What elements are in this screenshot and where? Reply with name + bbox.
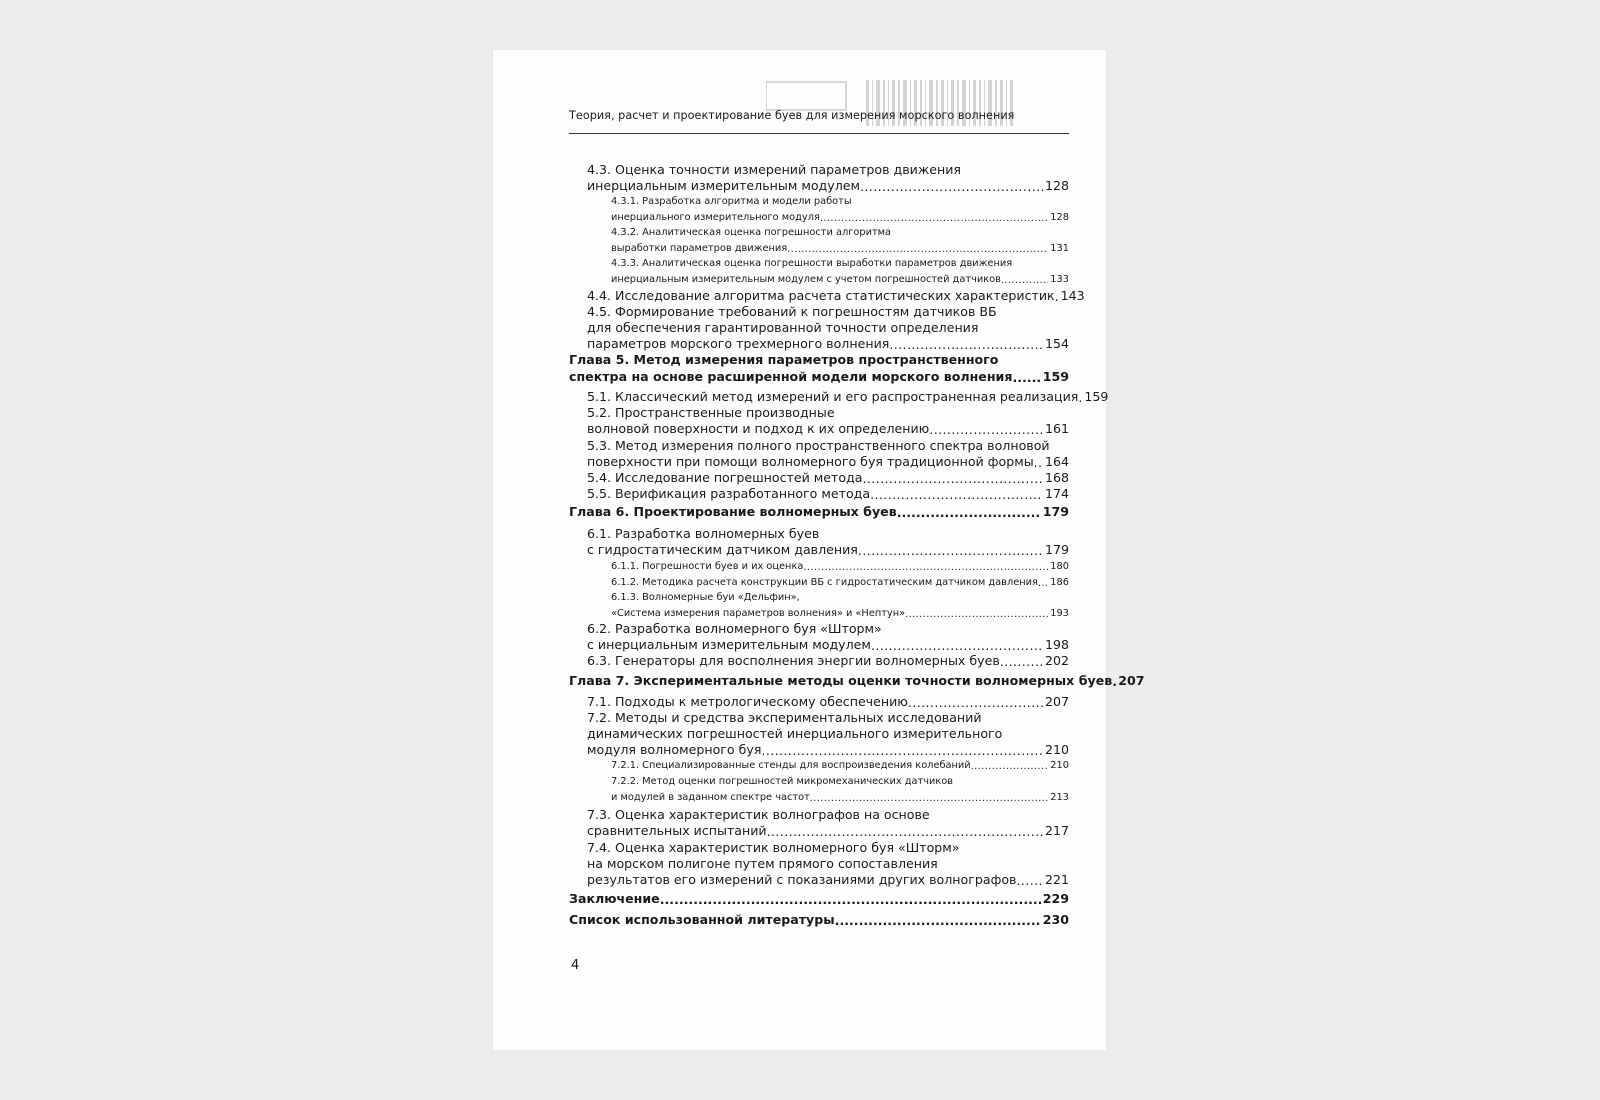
- toc-entry-line: [587, 710, 982, 726]
- toc-entry-line: [587, 653, 1069, 669]
- toc-entry-line: [587, 288, 1085, 304]
- toc-entry-title: 7.2. Методы и средства экспериментальных исследований: [587, 710, 982, 725]
- toc-page-number: 198: [1044, 637, 1069, 653]
- toc-entry-line: [587, 470, 1069, 486]
- toc-entry-title: 7.3. Оценка характеристик волнографов на основе: [587, 807, 930, 822]
- toc-page-number: 161: [1044, 421, 1069, 437]
- toc-entry-line: [569, 352, 998, 368]
- toc-page-number: 180: [1050, 561, 1069, 572]
- toc-leader-dots: [871, 639, 1043, 653]
- toc-entry-line: [587, 304, 997, 320]
- toc-page-number: 128: [1044, 178, 1069, 194]
- toc-entry-line: [611, 241, 1069, 257]
- toc-page-number: 217: [1044, 823, 1069, 839]
- toc-page-number: 213: [1050, 791, 1069, 803]
- toc-leader-dots: [1000, 655, 1043, 669]
- toc-page-number: 131: [1050, 242, 1069, 254]
- toc-entry-line: [587, 389, 1109, 405]
- toc-entry-line: [611, 559, 1069, 575]
- toc-entry-line: [611, 758, 1069, 774]
- toc-page-number: 207: [1044, 694, 1069, 709]
- toc-entry-title: результатов его измерений с показаниями других волнографов: [587, 872, 1017, 888]
- toc-page-number: 159: [1042, 368, 1069, 384]
- toc-entry-line: [587, 840, 959, 856]
- toc-leader-dots: [860, 180, 1043, 194]
- toc-entry-title: 5.4. Исследование погрешностей метода: [587, 470, 863, 485]
- toc-entry-title: 7.1. Подходы к метрологическому обеспечению: [587, 694, 908, 709]
- page-number: 4: [571, 958, 580, 973]
- toc-entry-line: [587, 742, 1069, 758]
- toc-entry-title: 6.1.3. Волномерные буи «Дельфин»,: [611, 592, 800, 603]
- toc-page-number: 179: [1042, 504, 1069, 519]
- header-rule: [569, 133, 1069, 134]
- toc-page-number: 202: [1044, 653, 1069, 668]
- toc-entry-title: выработки параметров движения: [611, 242, 788, 254]
- toc-page-number: 207: [1118, 673, 1145, 688]
- toc-entry-line: [587, 405, 835, 421]
- toc-entry-title: для обеспечения гарантированной точности определения: [587, 320, 979, 336]
- toc-entry-line: [587, 454, 1069, 470]
- toc-entry-title: сравнительных испытаний: [587, 823, 767, 839]
- toc-leader-dots: [908, 696, 1043, 710]
- toc-leader-dots: [767, 825, 1043, 839]
- toc-entry-title: с инерциальным измерительным модулем: [587, 637, 871, 653]
- toc-leader-dots: [810, 792, 1049, 806]
- toc-entry-line: [587, 486, 1069, 502]
- toc-entry-line: [569, 369, 1069, 385]
- toc-page-number: 193: [1050, 607, 1069, 619]
- toc-entry-line: [587, 438, 1050, 454]
- toc-leader-dots: [660, 893, 1041, 907]
- toc-entry-line: [611, 774, 953, 790]
- toc-leader-dots: [1016, 874, 1042, 888]
- toc-page-number: 186: [1050, 577, 1069, 588]
- toc-entry-line: [611, 194, 852, 210]
- toc-leader-dots: [1034, 456, 1043, 470]
- book-page: [493, 50, 1145, 1050]
- toc-leader-dots: [761, 744, 1043, 758]
- toc-leader-dots: [905, 608, 1048, 622]
- toc-entry-title: 7.4. Оценка характеристик волномерного буя «Шторм»: [587, 840, 960, 855]
- toc-entry-title: 5.2. Пространственные производные: [587, 405, 835, 420]
- toc-entry-title: инерциального измерительного модуля: [611, 211, 820, 223]
- toc-leader-dots: [835, 914, 1041, 928]
- toc-entry-title: 6.3. Генераторы для восполнения энергии волномерных буев: [587, 653, 1000, 668]
- toc-entry-title: спектра на основе расширенной модели морского волнения: [569, 368, 1013, 384]
- toc-entry-title: 5.3. Метод измерения полного пространственного спектра волновой: [587, 438, 1050, 453]
- toc-page-number: 168: [1044, 470, 1069, 485]
- running-header: Теория, расчет и проектирование буев для измерения морского волнения: [569, 109, 1015, 122]
- toc-entry-title: 4.3.3. Аналитическая оценка погрешности выработки параметров движения: [611, 258, 1013, 269]
- toc-entry-line: [587, 178, 1069, 194]
- toc-page-number: 210: [1044, 742, 1069, 758]
- toc-entry-title: на морском полигоне путем прямого сопоставления: [587, 856, 938, 872]
- toc-entry-title: 6.1. Разработка волномерных буев: [587, 526, 820, 541]
- toc-entry-line: [587, 807, 930, 823]
- toc-page-number: 229: [1042, 891, 1069, 906]
- toc-page-number: 164: [1044, 454, 1069, 470]
- toc-entry-line: [611, 790, 1069, 806]
- toc-entry-line: [611, 225, 891, 241]
- toc-entry-title: 6.1.2. Методика расчета конструкции ВБ с гидростатическим датчиком давления: [611, 577, 1038, 588]
- toc-entry-line: [587, 726, 1002, 742]
- toc-entry-title: 4.5. Формирование требований к погрешностям датчиков ВБ: [587, 304, 997, 319]
- toc-entry-line: [587, 872, 1069, 888]
- toc-entry-line: [611, 272, 1069, 288]
- toc-page-number: 133: [1050, 273, 1069, 285]
- toc-leader-dots: [889, 338, 1043, 352]
- toc-entry-title: и модулей в заданном спектре частот: [611, 791, 810, 803]
- toc-leader-dots: [929, 423, 1043, 437]
- toc-leader-dots: [971, 760, 1049, 774]
- toc-entry-title: 4.3. Оценка точности измерений параметров движения: [587, 162, 961, 177]
- toc-entry-title: 4.3.2. Аналитическая оценка погрешности алгоритма: [611, 227, 892, 238]
- toc-leader-dots: [863, 472, 1043, 486]
- toc-entry-title: 6.2. Разработка волномерного буя «Шторм»: [587, 621, 882, 636]
- toc-entry-line: [587, 637, 1069, 653]
- toc-entry-title: Глава 6. Проектирование волномерных буев: [569, 504, 897, 519]
- toc-entry-title: параметров морского трехмерного волнения: [587, 336, 890, 352]
- toc-entry-title: 6.1.1. Погрешности буев и их оценка: [611, 561, 804, 572]
- toc-entry-line: [611, 575, 1069, 591]
- toc-entry-line: [587, 542, 1069, 558]
- toc-entry-title: «Система измерения параметров волнения» и «Нептун»: [611, 607, 906, 619]
- toc-entry-line: [587, 421, 1069, 437]
- toc-entry-line: [611, 256, 1012, 272]
- toc-entry-line: [587, 526, 819, 542]
- toc-leader-dots: [803, 561, 1048, 575]
- toc-entry-line: [587, 856, 938, 872]
- toc-page-number: 154: [1044, 336, 1069, 352]
- toc-entry-line: [611, 590, 800, 606]
- toc-entry-title: 4.4. Исследование алгоритма расчета статистических характеристик: [587, 288, 1055, 303]
- toc-entry-line: [587, 694, 1069, 710]
- toc-entry-title: 4.3.1. Разработка алгоритма и модели работы: [611, 196, 852, 207]
- toc-entry-line: [587, 336, 1069, 352]
- toc-leader-dots: [1001, 274, 1048, 288]
- toc-page-number: 159: [1084, 389, 1109, 404]
- toc-entry-title: 7.2.1. Специализированные стенды для воспроизведения колебаний: [611, 760, 971, 771]
- toc-page-number: 179: [1044, 542, 1069, 558]
- toc-entry-title: с гидростатическим датчиком давления: [587, 542, 858, 558]
- toc-entry-title: модуля волномерного буя: [587, 742, 762, 758]
- toc-leader-dots: [870, 488, 1043, 502]
- toc-entry-title: динамических погрешностей инерциального измерительного: [587, 726, 1003, 742]
- toc-entry-line: [611, 210, 1069, 226]
- toc-leader-dots: [858, 544, 1043, 558]
- toc-entry-line: [569, 673, 1145, 689]
- toc-entry-title: инерциальным измерительным модулем с учетом погрешностей датчиков: [611, 273, 1001, 285]
- toc-leader-dots: [897, 506, 1041, 520]
- toc-entry-line: [569, 504, 1069, 520]
- toc-entry-title: 7.2.2. Метод оценки погрешностей микромеханических датчиков: [611, 776, 954, 787]
- toc-leader-dots: [787, 243, 1048, 257]
- toc-entry-line: [587, 823, 1069, 839]
- toc-entry-line: [611, 606, 1069, 622]
- toc-entry-title: Список использованной литературы: [569, 912, 835, 927]
- toc-page-number: 221: [1044, 872, 1069, 888]
- toc-entry-line: [569, 891, 1069, 907]
- toc-leader-dots: [1038, 577, 1048, 591]
- toc-leader-dots: [1012, 371, 1040, 385]
- toc-entry-title: поверхности при помощи волномерного буя традиционной формы: [587, 454, 1034, 470]
- toc-entry-title: волновой поверхности и подход к их определению: [587, 421, 930, 437]
- toc-entry-line: [587, 162, 961, 178]
- toc-entry-title: 5.1. Классический метод измерений и его распространенная реализация: [587, 389, 1079, 404]
- toc-entry-title: Глава 5. Метод измерения параметров пространственного: [569, 352, 999, 367]
- toc-page-number: 210: [1050, 760, 1069, 771]
- toc-entry-title: 5.5. Верификация разработанного метода: [587, 486, 871, 501]
- toc-page-number: 143: [1060, 288, 1085, 303]
- toc-page-number: 230: [1042, 912, 1069, 927]
- toc-leader-dots: [820, 212, 1048, 226]
- toc-entry-line: [587, 621, 882, 637]
- toc-entry-title: инерциальным измерительным модулем: [587, 178, 860, 194]
- toc-entry-title: Глава 7. Экспериментальные методы оценки точности волномерных буев: [569, 673, 1113, 688]
- toc-entry-line: [587, 320, 978, 336]
- toc-page-number: 128: [1050, 211, 1069, 223]
- toc-page-number: 174: [1044, 486, 1069, 501]
- toc-entry-line: [569, 912, 1069, 928]
- toc-entry-title: Заключение: [569, 891, 660, 906]
